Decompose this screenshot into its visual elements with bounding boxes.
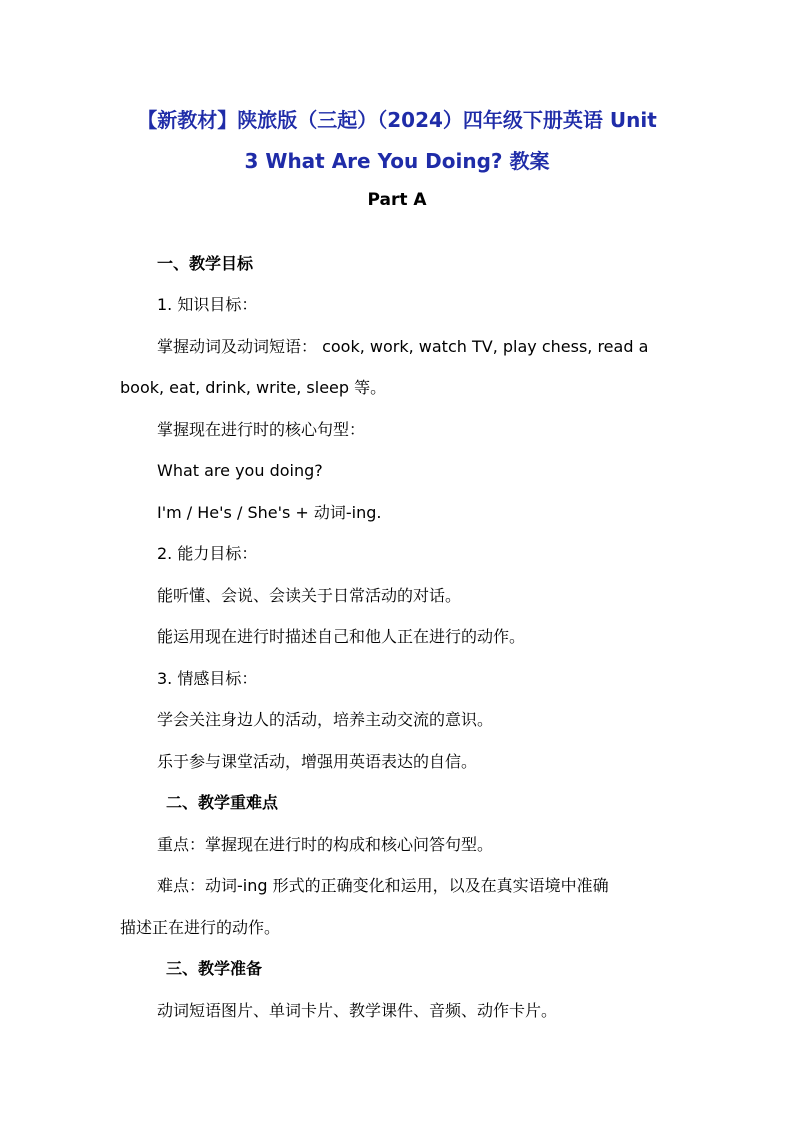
sentence-pattern-intro: 掌握现在进行时的核心句型： (157, 420, 366, 439)
document-subtitle: Part A (367, 190, 427, 210)
document-title-line-2: 3 What Are You Doing? 教案 (244, 149, 550, 173)
section-heading-preparation: 三、教学准备 (166, 959, 263, 978)
key-point: 重点：掌握现在进行时的构成和核心问答句型。 (157, 835, 494, 854)
emotion-goal-1: 学会关注身边人的活动，培养主动交流的意识。 (157, 710, 494, 729)
ability-goal-1: 能听懂、会说、会读关于日常活动的对话。 (157, 586, 462, 605)
section-heading-objectives: 一、教学目标 (157, 254, 254, 273)
emotion-goal-2: 乐于参与课堂活动，增强用英语表达的自信。 (157, 752, 478, 771)
ability-goal-2: 能运用现在进行时描述自己和他人正在进行的动作。 (157, 627, 526, 646)
sentence-pattern-question: What are you doing? (157, 461, 323, 480)
knowledge-goal-label: 1. 知识目标： (157, 295, 258, 314)
section-heading-key-points: 二、教学重难点 (166, 793, 279, 812)
difficult-point-line-2: 描述正在进行的动作。 (120, 918, 281, 937)
emotion-goal-label: 3. 情感目标： (157, 669, 258, 688)
vocabulary-paragraph-line-2: book, eat, drink, write, sleep 等。 (120, 378, 387, 397)
ability-goal-label: 2. 能力目标： (157, 544, 258, 563)
vocabulary-paragraph-line-1: 掌握动词及动词短语： cook, work, watch TV, play chess, read a (157, 337, 649, 356)
difficult-point-line-1: 难点：动词-ing 形式的正确变化和运用，以及在真实语境中准确 (157, 876, 609, 895)
sentence-pattern-answer: I'm / He's / She's + 动词-ing. (157, 503, 382, 522)
preparation-materials: 动词短语图片、单词卡片、教学课件、音频、动作卡片。 (157, 1001, 558, 1020)
document-title-line-1: 【新教材】陕旅版（三起）（2024）四年级下册英语 Unit (137, 108, 657, 132)
